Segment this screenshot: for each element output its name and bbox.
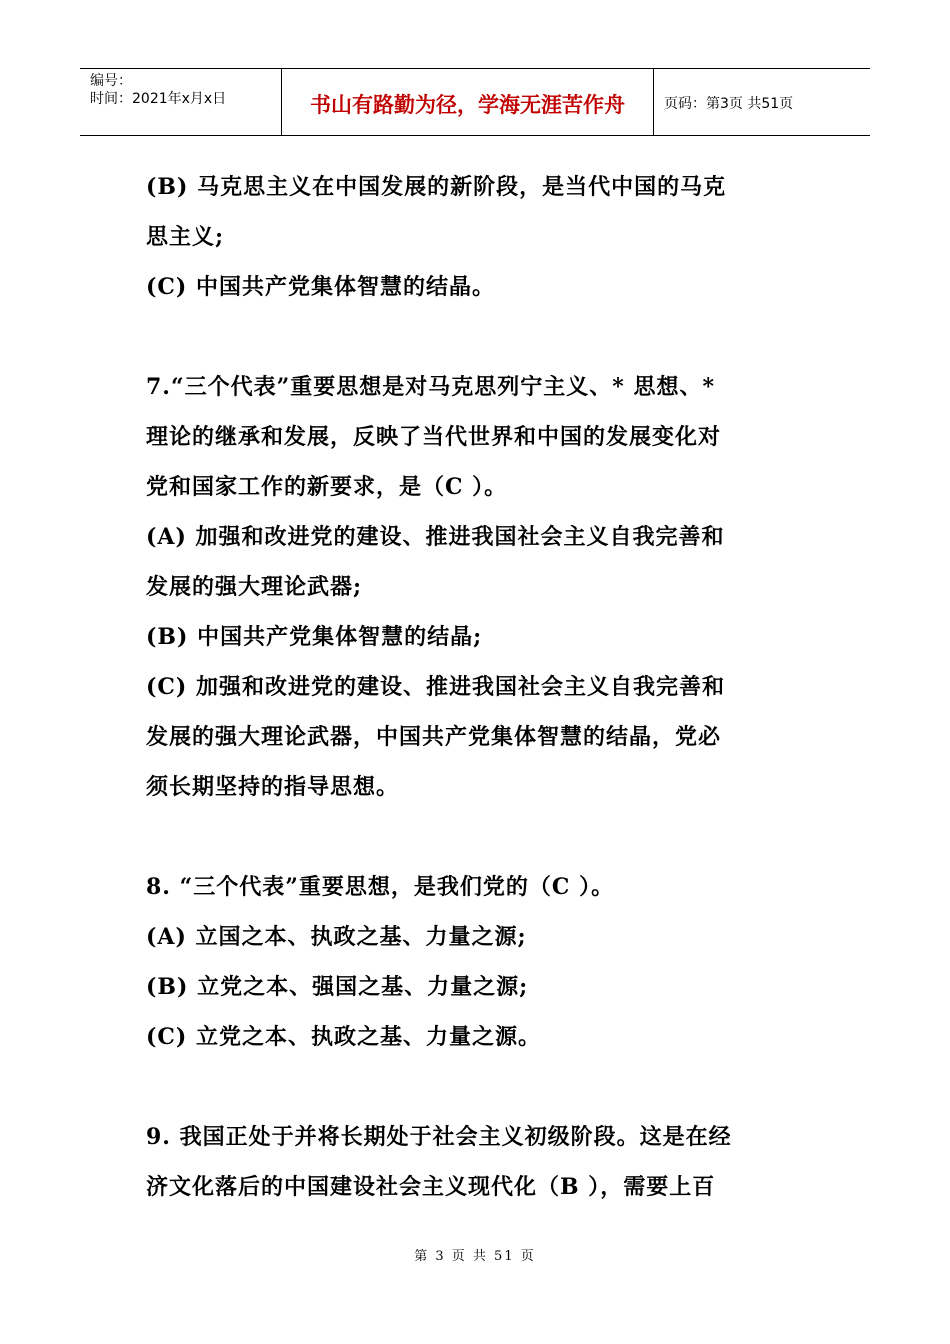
body-line: (C) 立党之本、执政之基、力量之源。	[146, 1024, 541, 1050]
body-line: (B) 中国共产党集体智慧的结晶;	[146, 624, 483, 650]
body-line: (B) 马克思主义在中国发展的新阶段，是当代中国的马克	[146, 174, 727, 200]
body-line: 发展的强大理论武器;	[146, 574, 363, 600]
paragraph-gap	[146, 312, 810, 362]
header-motto: 书山有路勤为径，学海无涯苦作舟	[282, 69, 654, 135]
body-line: 7.“三个代表”重要思想是对马克思列宁主义、* 思想、*	[146, 374, 715, 400]
header-meta	[80, 69, 282, 135]
body-line: (A) 加强和改进党的建设、推进我国社会主义自我完善和	[146, 524, 725, 550]
body-line: (A) 立国之本、执政之基、力量之源;	[146, 924, 527, 950]
body-line: 济文化落后的中国建设社会主义现代化（B ），需要上百	[146, 1174, 716, 1200]
document-time-label: 时间：2021年x月x日	[90, 91, 227, 107]
body-line: (C) 中国共产党集体智慧的结晶。	[146, 274, 495, 300]
paragraph-gap	[146, 812, 810, 862]
body-line: 党和国家工作的新要求，是（C ）。	[146, 474, 508, 500]
header-page-info: 页码：第3页 共51页	[664, 96, 794, 112]
body-line: 须长期坚持的指导思想。	[146, 774, 400, 800]
page-header	[80, 68, 870, 136]
document-body	[146, 162, 810, 1212]
page-footer: 第 3 页 共 51 页	[414, 1249, 536, 1264]
paragraph-gap	[146, 1062, 810, 1112]
body-line: 9. 我国正处于并将长期处于社会主义初级阶段。这是在经	[146, 1124, 732, 1150]
document-number-label: 编号：	[90, 73, 132, 89]
body-line: (C) 加强和改进党的建设、推进我国社会主义自我完善和	[146, 674, 725, 700]
body-line: 思主义;	[146, 224, 225, 250]
body-line: 8. “三个代表”重要思想，是我们党的（C ）。	[146, 874, 615, 900]
body-line: 发展的强大理论武器，中国共产党集体智慧的结晶，党必	[146, 724, 722, 750]
body-line: 理论的继承和发展，反映了当代世界和中国的发展变化对	[146, 424, 722, 450]
body-line: (B) 立党之本、强国之基、力量之源;	[146, 974, 529, 1000]
